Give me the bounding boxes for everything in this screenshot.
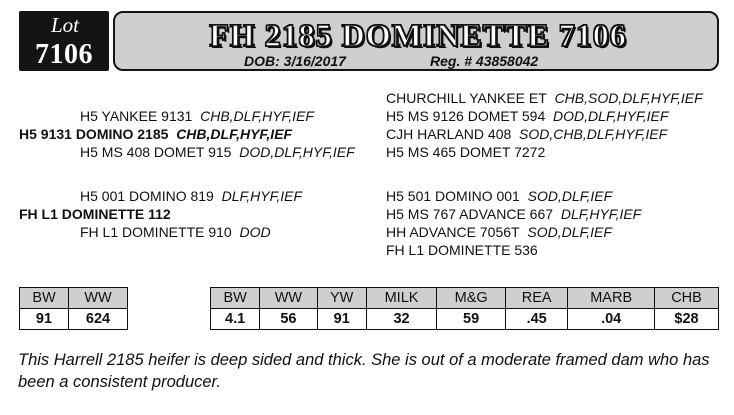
pedigree-ggd-4: FH L1 DOMINETTE 536	[386, 242, 538, 258]
pedigree-ggd-3: H5 MS 767 ADVANCE 667 DLF,HYF,IEF	[386, 206, 642, 222]
lot-badge	[19, 11, 109, 71]
pedigree-sire: H5 9131 DOMINO 2185 CHB,DLF,HYF,IEF	[19, 126, 293, 142]
table-header-cell: M&G	[437, 288, 506, 309]
lot-number: 7106	[35, 39, 93, 70]
table-cell: 32	[366, 309, 436, 330]
pedigree-ggs-4: HH ADVANCE 7056T SOD,DLF,IEF	[386, 224, 612, 240]
title-banner	[113, 11, 719, 71]
pedigree-ggd-2: H5 MS 465 DOMET 7272	[386, 144, 546, 160]
pedigree-dam: FH L1 DOMINETTE 112	[19, 206, 171, 222]
pedigree-grandsire-2: H5 001 DOMINO 819 DLF,HYF,IEF	[80, 188, 303, 204]
lot-label: Lot	[51, 13, 80, 37]
table-cell: .45	[506, 309, 568, 330]
pedigree-ggs-1: CHURCHILL YANKEE ET CHB,SOD,DLF,HYF,IEF	[386, 90, 703, 106]
table-header-cell: WW	[69, 288, 128, 309]
pedigree-ggs-3: H5 501 DOMINO 001 SOD,DLF,IEF	[386, 188, 613, 204]
lot-comment: This Harrell 2185 heifer is deep sided and thick. She is out of a moderate framed dam who has been a consistent producer.	[18, 351, 710, 391]
table-cell: 624	[69, 309, 128, 330]
table-header-cell: YW	[317, 288, 366, 309]
table-header-cell: MARB	[568, 288, 655, 309]
pedigree-granddam-2: FH L1 DOMINETTE 910 DOD	[80, 224, 271, 240]
table-cell: $28	[655, 309, 719, 330]
table-header-cell: WW	[260, 288, 317, 309]
registration-text: Reg. # 43858042	[430, 53, 539, 69]
table-header-cell: CHB	[655, 288, 719, 309]
epd-table	[210, 287, 719, 330]
pedigree-ggd-1: H5 MS 9126 DOMET 594 DOD,DLF,HYF,IEF	[386, 108, 669, 124]
table-header-cell: BW	[20, 288, 69, 309]
pedigree-granddam-1: H5 MS 408 DOMET 915 DOD,DLF,HYF,IEF	[80, 144, 355, 160]
pedigree-ggs-2: CJH HARLAND 408 SOD,CHB,DLF,HYF,IEF	[386, 126, 668, 142]
table-header-cell: REA	[506, 288, 568, 309]
table-cell: .04	[568, 309, 655, 330]
table-cell: 4.1	[211, 309, 260, 330]
animal-title: FH 2185 DOMINETTE 7106	[209, 17, 627, 53]
actual-performance-table	[19, 287, 128, 330]
table-header-cell: MILK	[366, 288, 436, 309]
table-cell: 56	[260, 309, 317, 330]
table-cell: 91	[20, 309, 69, 330]
table-cell: 91	[317, 309, 366, 330]
pedigree-grandsire-1: H5 YANKEE 9131 CHB,DLF,HYF,IEF	[80, 108, 314, 124]
table-header-cell: BW	[211, 288, 260, 309]
table-cell: 59	[437, 309, 506, 330]
dob-text: DOB: 3/16/2017	[244, 53, 346, 69]
